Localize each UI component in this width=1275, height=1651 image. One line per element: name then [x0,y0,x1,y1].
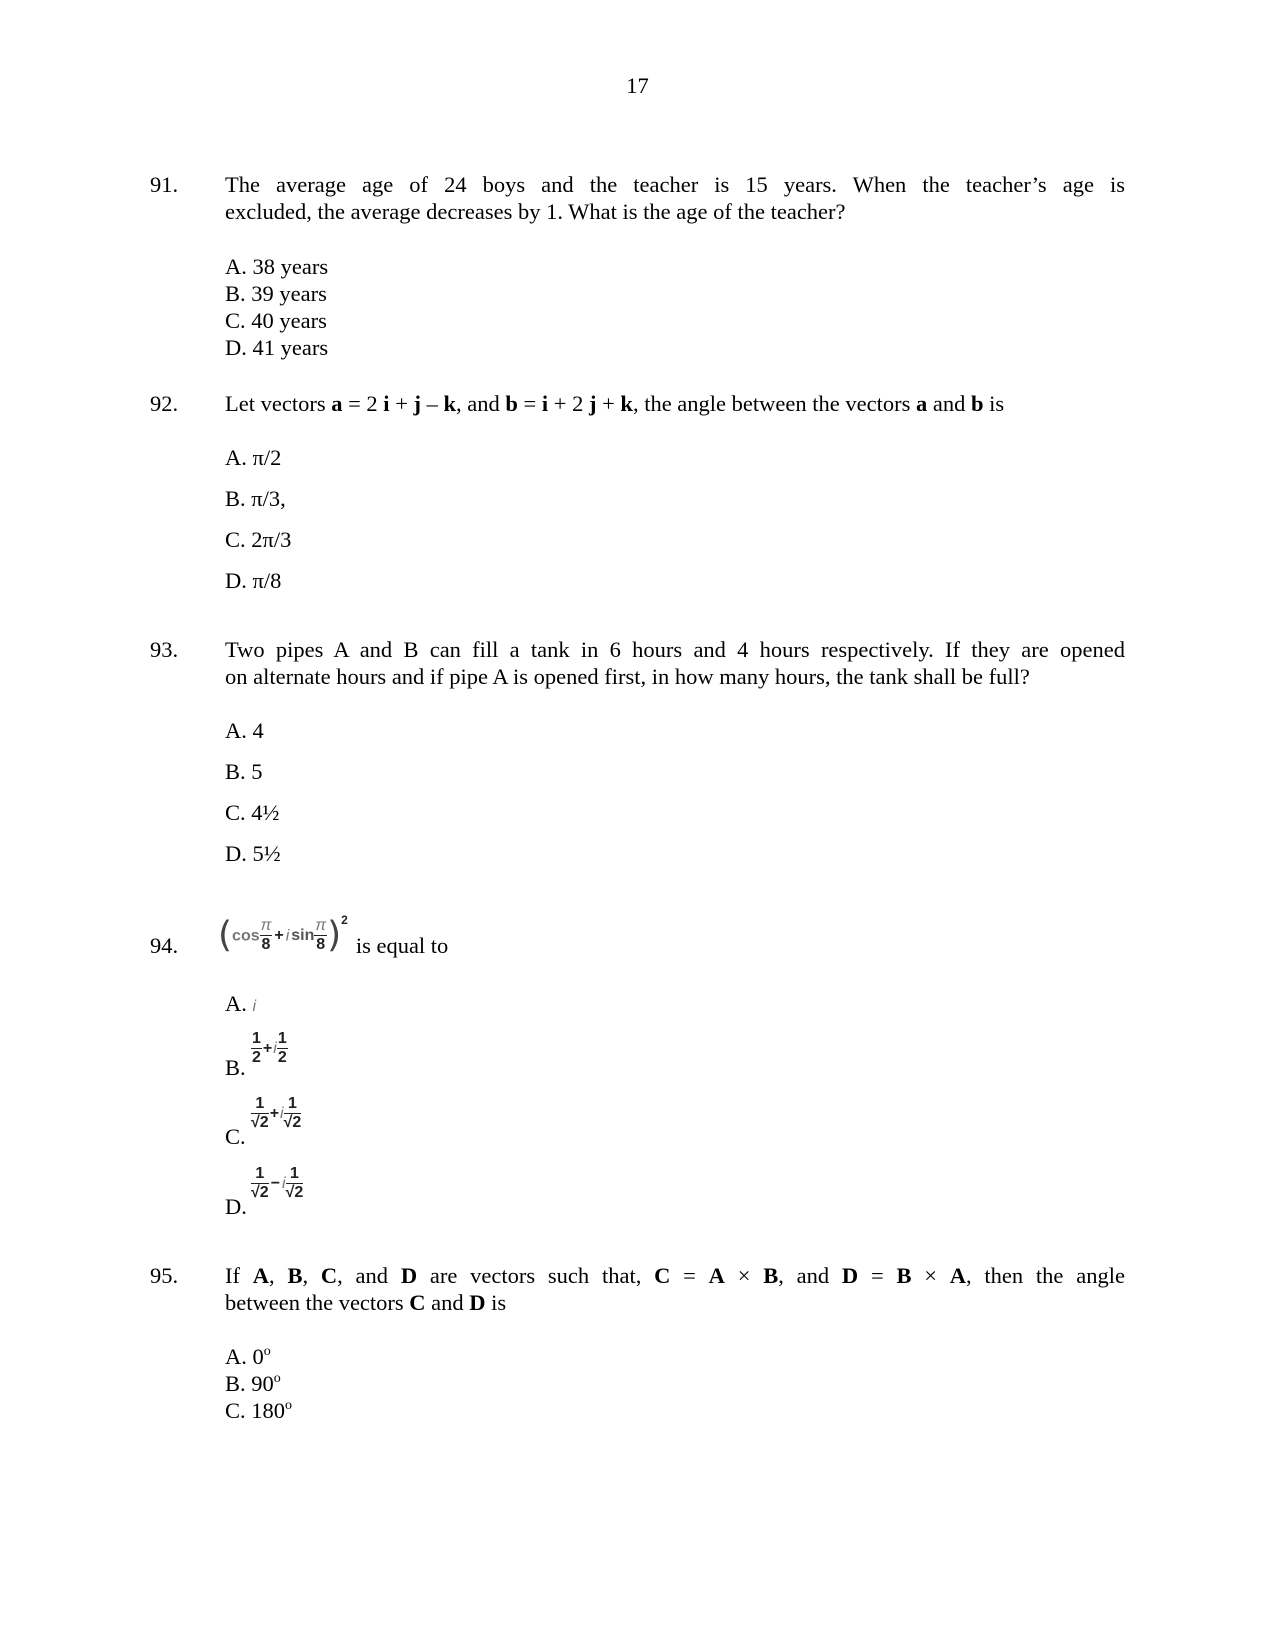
question-94-expression: (cos $\frac{\pi}{8}$ + i sin $\frac{\pi}{8}$ )$^2$ [218,913,348,955]
question-93-option-d: D. 5½ [225,841,281,866]
question-91-option-b: B. 39 years [225,281,327,306]
question-93-line-2: on alternate hours and if pipe A is opened first, in how many hours, the tank shall be full? [225,664,1030,689]
question-93-option-c: C. 4½ [225,800,280,825]
question-95-number: 95. [150,1263,179,1288]
question-93-option-a: A. 4 [225,718,264,743]
question-95-line-1: If A, B, C, and D are vectors such that, C = A × B, and D = B × A, then the angle [225,1263,1125,1288]
question-95-option-a: A. 0$^o$ [225,1344,271,1369]
question-94-suffix: is equal to [355,932,449,958]
question-95-option-c: C. 180$^o$ [225,1398,293,1423]
question-91-option-d: D. 41 years [225,335,329,360]
question-92-option-d: D. π/8 [225,568,282,593]
question-93-line-1: Two pipes A and B can fill a tank in 6 hours and 4 hours respectively. If they are opened [225,637,1125,662]
question-92-option-a: A. π/2 [225,445,282,470]
question-93-text [225,636,1125,690]
question-92-number: 92. [150,391,179,416]
question-94-text [218,905,448,965]
question-91-number: 91. [150,172,179,197]
question-91-line-1: The average age of 24 boys and the teacher is 15 years. When the teacher’s age is [225,172,1125,197]
question-95-line-2: between the vectors C and D is [225,1290,507,1315]
question-91-option-a: A. 38 years [225,254,329,279]
question-94-number: 94. [150,933,179,958]
page-number: 17 [626,73,649,98]
question-95-text [225,1262,1125,1316]
question-92-option-c: C. 2π/3 [225,527,292,552]
question-93-number: 93. [150,637,179,662]
question-93-option-b: B. 5 [225,759,263,784]
question-91-line-2: excluded, the average decreases by 1. What is the age of the teacher? [225,199,846,224]
question-91-text [225,171,1125,225]
question-94-option-a: A. i [225,991,257,1016]
question-92-option-b: B. π/3, [225,486,286,511]
question-95-option-b: B. 90$^o$ [225,1371,281,1396]
question-91-option-c: C. 40 years [225,308,327,333]
question-92-text: Let vectors a = 2 i + j – k, and b = i + 2 j + k, the angle between the vectors a and b is [225,391,1005,416]
